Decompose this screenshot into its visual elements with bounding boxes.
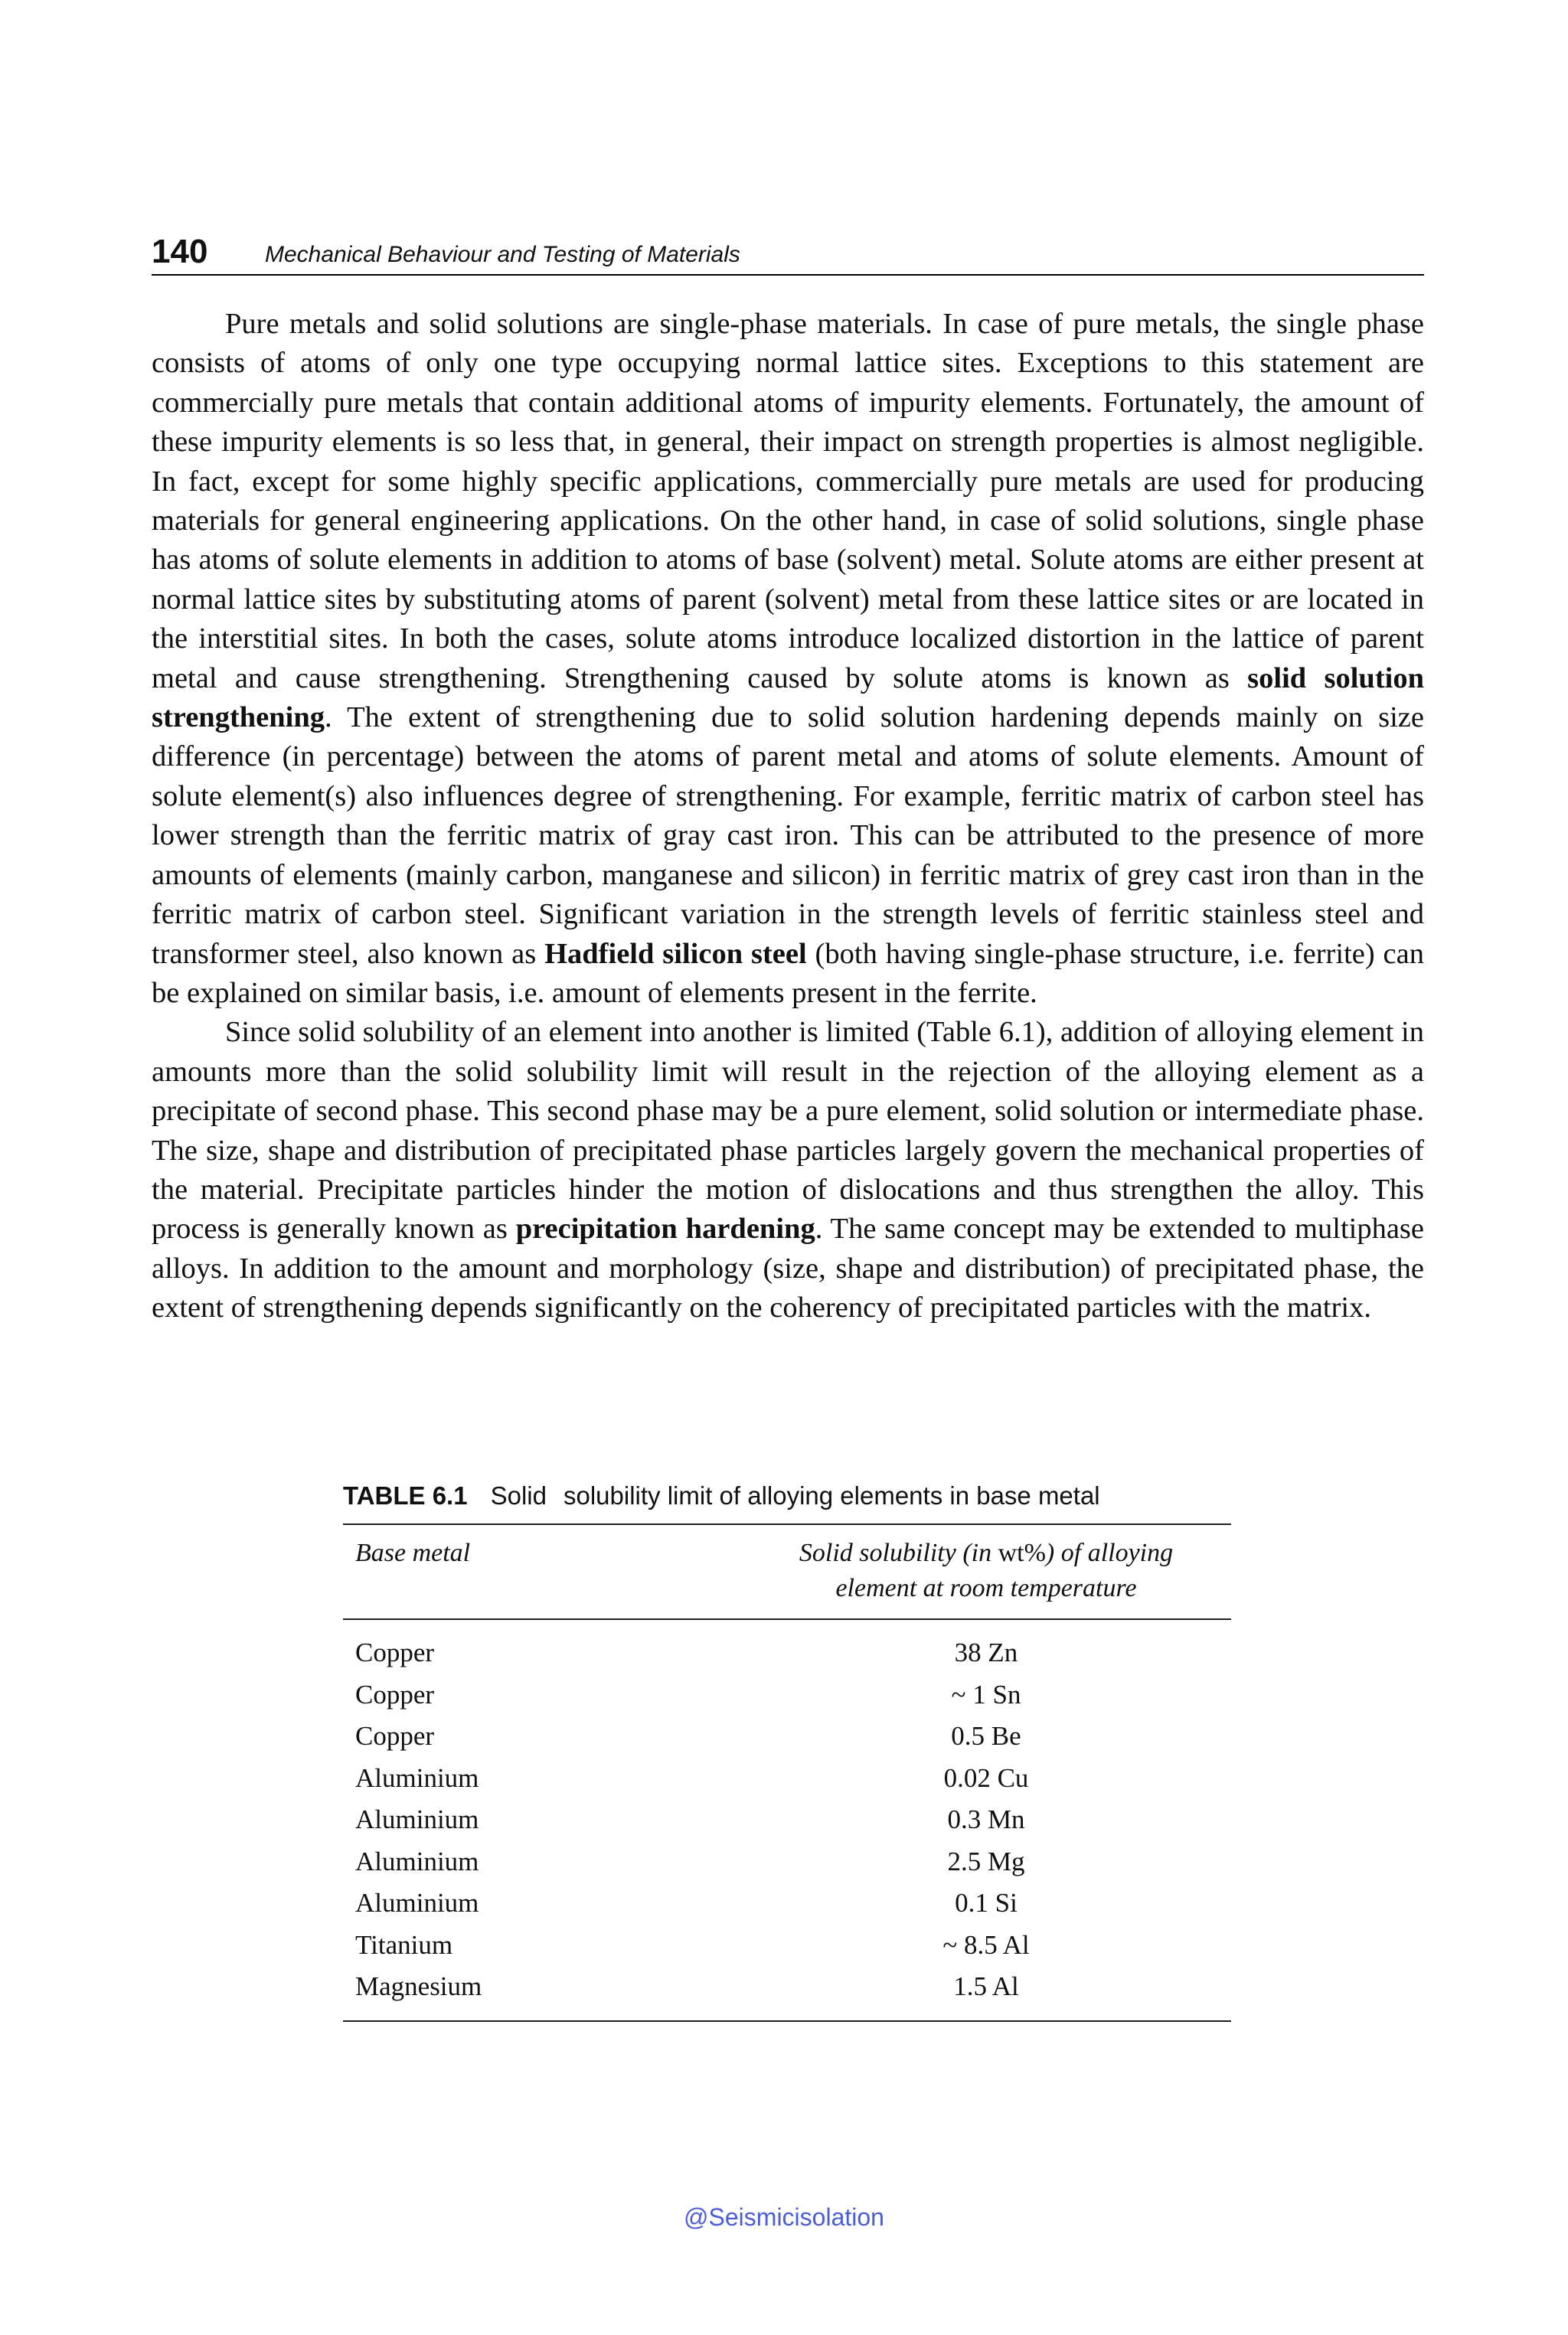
table-bottom-rule [343, 2020, 1231, 2022]
text-segment: Pure metals and solid solutions are single-phase materials. In case of pure metals, the single phase consists of atoms of only one type occupying normal lattice sites. Exceptions to this statement are commercially pure metals that contain additional atoms of impurity elements. Fortunately, the amount of these impurity elements is so less that, in general, their impact on strength properties is almost negligible. In fact, except for some highly specific applications, commercially pure metals are used for producing materials for general engineering applications. On the other hand, in case of solid solutions, single phase has atoms of solute elements in addition to atoms of base (solvent) metal. Solute atoms are either present at normal lattice sites by substituting atoms of parent (solvent) metal from these lattice sites or are located in the interstitial sites. In both the cases, solute atoms introduce localized distortion in the lattice of parent metal and cause strengthening. Strengthening caused by solute atoms is known as [152, 308, 1424, 694]
cell-base-metal: Copper [355, 1679, 435, 1710]
table-row [343, 1883, 1231, 1925]
header-text: ) of alloying [1045, 1539, 1174, 1567]
cell-base-metal: Magnesium [355, 1971, 482, 2001]
table-body [343, 1620, 1231, 2020]
paragraph-1 [152, 305, 1424, 1013]
text-segment: (both having single-phase structure, i.e. ferrite) can be explained on similar basis, i.e. amount of elements present in the ferrite. [152, 937, 1424, 1009]
cell-base-metal: Titanium [355, 1929, 453, 1960]
running-title: Mechanical Behaviour and Testing of Materials [265, 242, 740, 267]
table-row [343, 1758, 1231, 1800]
cell-solubility: 0.3 Mn [947, 1804, 1025, 1834]
cell-base-metal: Copper [355, 1638, 435, 1667]
paragraph-2 [152, 1013, 1424, 1328]
cell-solubility: 38 Zn [954, 1638, 1018, 1667]
cell-solubility: 1.5 Al [953, 1971, 1019, 2001]
table-6-1 [343, 1478, 1231, 2022]
term-precipitation-hardening: precipitation hardening [515, 1213, 815, 1246]
watermark: @Seismicisolation [684, 2203, 884, 2231]
table-row [343, 1716, 1231, 1758]
term-solid-solution-strengthening: solid solution strengthening [152, 661, 1424, 734]
cell-solubility: 2.5 Mg [947, 1846, 1025, 1876]
cell-solubility: ~ 1 Sn [951, 1679, 1021, 1710]
table-row [343, 1966, 1231, 2008]
cell-base-metal: Aluminium [355, 1804, 479, 1834]
header-base-metal: Base metal [355, 1539, 471, 1567]
header-solubility-line-2: element at room temperature [835, 1574, 1137, 1602]
cell-base-metal: Copper [355, 1721, 435, 1751]
header-solubility-line-1 [741, 1536, 1231, 1571]
cell-solubility: 0.1 Si [955, 1888, 1018, 1918]
table-caption [343, 1478, 1231, 1514]
header-solid-solubility [741, 1536, 1231, 1606]
header-unit: wt% [998, 1539, 1046, 1567]
page-number: 140 [152, 233, 208, 270]
table-row [343, 1841, 1231, 1883]
table-caption-text: solubility limit of alloying elements in base metal [563, 1481, 1100, 1510]
cell-base-metal: Aluminium [355, 1846, 479, 1876]
table-row [343, 1799, 1231, 1841]
page-header [152, 230, 1424, 276]
table-row [343, 1925, 1231, 1967]
table-row [343, 1632, 1231, 1674]
header-text: Solid solubility (in [799, 1539, 998, 1567]
text-segment: . The same concept may be extended to multiphase alloys. In addition to the amount and morphology (size, shape and distribution) of precipitated phase, the extent of strengthening depends significantly on the coherency of precipitated particles with the matrix. [152, 1213, 1425, 1324]
cell-solubility: 0.5 Be [951, 1721, 1021, 1751]
table-caption-number: TABLE 6.1 [343, 1481, 468, 1510]
text-segment: . The extent of strengthening due to solid solution hardening depends mainly on size difference (in percentage) between the atoms of parent metal and atoms of solute elements. Amount of solute element(s) also influences degree of strengthening. For example, ferritic matrix of carbon steel has lower strength than the ferritic matrix of gray cast iron. This can be attributed to the presence of more amounts of elements (mainly carbon, manganese and silicon) in ferritic matrix of grey cast iron than in the ferritic matrix of carbon steel. Significant variation in the strength levels of ferritic stainless steel and transformer steel, also known as [152, 701, 1424, 970]
cell-base-metal: Aluminium [355, 1888, 479, 1918]
cell-base-metal: Aluminium [355, 1762, 479, 1793]
table-header [343, 1525, 1231, 1618]
table-row [343, 1674, 1231, 1716]
term-hadfield-silicon-steel: Hadfield silicon steel [544, 937, 807, 970]
cell-solubility: ~ 8.5 Al [942, 1929, 1030, 1960]
table-caption-lead: Solid [490, 1481, 547, 1510]
body-text [152, 305, 1424, 1328]
cell-solubility: 0.02 Cu [943, 1762, 1029, 1793]
text-segment: Since solid solubility of an element into another is limited (Table 6.1), addition of alloying element in amounts more than the solid solubility limit will result in the rejection of the alloying element as a precipitate of second phase. This second phase may be a pure element, solid solution or intermediate phase. The size, shape and distribution of precipitated phase particles largely govern the mechanical properties of the material. Precipitate particles hinder the motion of dislocations and thus strengthen the alloy. This process is generally known as [152, 1016, 1424, 1246]
